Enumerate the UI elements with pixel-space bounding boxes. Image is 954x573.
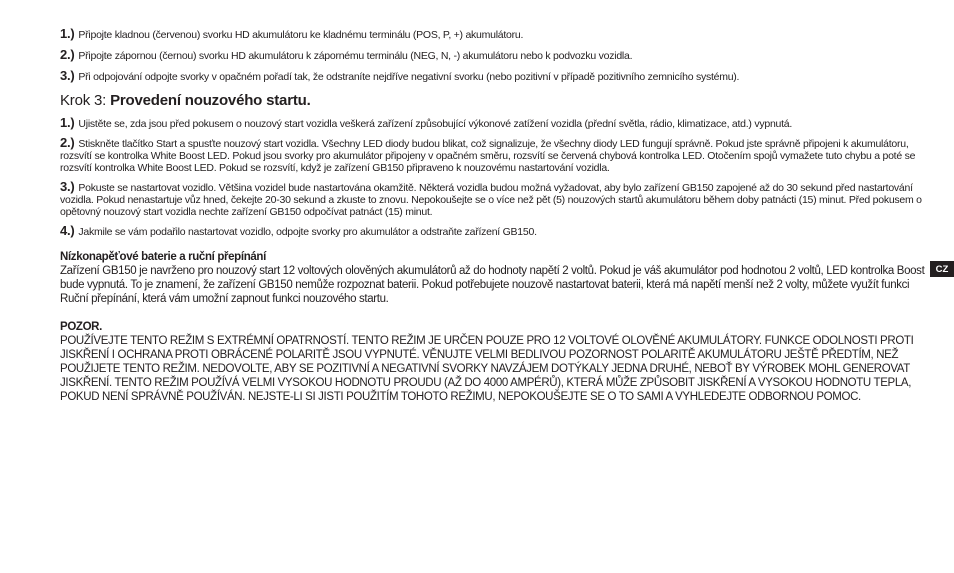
step-1-connect-positive [60,28,928,41]
warning-title: POZOR. [60,321,102,333]
step-text: Pokuste se nastartovat vozidlo. Většina vozidel bude nastartována okamžitě. Některá vozidla budou možná vyžadovat, aby bylo zařízení GB150 zapojené až do 30 sekund před nastartování vozidla. Pokud nenastartuje vůz hned, čekejte 20-30 sekund a zkuste to znovu. Nepokoušejte se o více než pět (5) nouzových startů akumulátoru během doby patnácti (15) minut. Před pokusem o opětovný nouzový start vozidla nechte zařízení GB150 odpočívat patnáct (15) minut. [60,182,922,218]
step-number: 2.) [60,135,75,150]
low-voltage-text: Zařízení GB150 je navrženo pro nouzový start 12 voltových olověných akumulátorů až do hodnoty napětí 2 voltů. Pokud je váš akumulátor pod hodnotou 2 voltů, LED kontrolka Boost bude vypnutá. To je znamení, že zařízení GB150 nemůže rozpoznat baterii. Pokud potřebujete nouzově nastartovat baterii, která má napětí menší než 2 volty, můžete využít funkci Ruční přepínání, která vám umožní zapnout funkci nouzového startu. [60,265,925,305]
step-2-press-start [60,137,928,174]
heading-prefix: Krok 3: [60,92,107,109]
warning-section [60,320,928,404]
step-text: Připojte kladnou (červenou) svorku HD akumulátoru ke kladnému terminálu (POS, P, +) akumulátoru. [78,29,524,41]
low-voltage-section [60,250,928,306]
manual-content [60,28,928,404]
step-2-connect-negative [60,49,928,62]
step-number: 3.) [60,179,75,194]
step-number: 1.) [60,26,75,41]
step-number: 3.) [60,68,75,83]
heading-title: Provedení nouzového startu. [110,92,311,109]
step-text: Jakmile se vám podařilo nastartovat vozidlo, odpojte svorky pro akumulátor a odstraňte zařízení GB150. [78,226,537,238]
step-text: Stiskněte tlačítko Start a spusťte nouzový start vozidla. Všechny LED diody budou blikat, což signalizuje, že všechny diody LED fungují správně. Pokud jste správně připojeni k akumulátoru, rozsvítí se kontrolka White Boost LED. Pokud jsou svorky pro akumulátor připojeny v opačném směru, rozsvítí se červená chybová kontrolka LED. Otočením spojů vymažete tuto chybu a poté se rozsvítí kontrolka White Boost LED. Pokud se rozsvítí, když je zařízení GB150 připraveno k nouzovému nastartování vozidla. [60,138,916,174]
step-text: Ujistěte se, zda jsou před pokusem o nouzový start vozidla veškerá zařízení způsobující výkonové zatížení vozidla (přední světla, rádio, klimatizace, atd.) vypnutá. [78,118,793,130]
section-heading [60,92,928,109]
language-badge: CZ [930,261,954,277]
step-1-check-loads [60,117,928,130]
step-text: Při odpojování odpojte svorky v opačném pořadí tak, že odstraníte nejdříve negativní svorku (nebo pozitivní v případě pozitivního zemnicího systému). [78,71,740,83]
step-number: 1.) [60,115,75,130]
step-4-disconnect [60,225,928,238]
step-3-start-vehicle [60,181,928,218]
step-3-disconnect [60,70,928,83]
step-text: Připojte zápornou (černou) svorku HD akumulátoru k zápornému terminálu (NEG, N, -) akumulátoru nebo k podvozku vozidla. [78,50,633,62]
low-voltage-title: Nízkonapěťové baterie a ruční přepínání [60,251,266,263]
warning-text: POUŽÍVEJTE TENTO REŽIM S EXTRÉMNÍ OPATRNOSTÍ. TENTO REŽIM JE URČEN POUZE PRO 12 VOLTOVÉ OLOVĚNÉ AKUMULÁTORY. FUNKCE ODOLNOSTI PROTI JISKŘENÍ I OCHRANA PROTI OBRÁCENÉ POLARITĚ JSOU VYPNUTÉ. VĚNUJTE VELMI BEDLIVOU POZORNOST POLARITĚ AKUMULÁTORU JEŠTĚ PŘEDTÍM, NEŽ POUŽIJETE TENTO REŽIM. NEDOVOLTE, ABY SE POZITIVNÍ A NEGATIVNÍ SVORKY NAVZÁJEM DOTÝKALY JEDNA DRUHÉ, NEBOŤ BY VÝROBEK MOHL GENEROVAT JISKŘENÍ. TENTO REŽIM POUŽÍVÁ VELMI VYSOKOU HODNOTU PROUDU (AŽ DO 4000 AMPÉRŮ), KTERÁ MŮŽE ZPŮSOBIT JISKŘENÍ A VYSOKOU HODNOTU TEPLA, POKUD NENÍ SPRÁVNĚ POUŽÍVÁN. NEJSTE-LI SI JISTI POUŽITÍM TOHOTO REŽIMU, NEPOKOUŠEJTE SE O TO SAMI A VYHLEDEJTE ODBORNOU POMOC. [60,335,914,403]
step-number: 4.) [60,223,75,238]
step-number: 2.) [60,47,75,62]
